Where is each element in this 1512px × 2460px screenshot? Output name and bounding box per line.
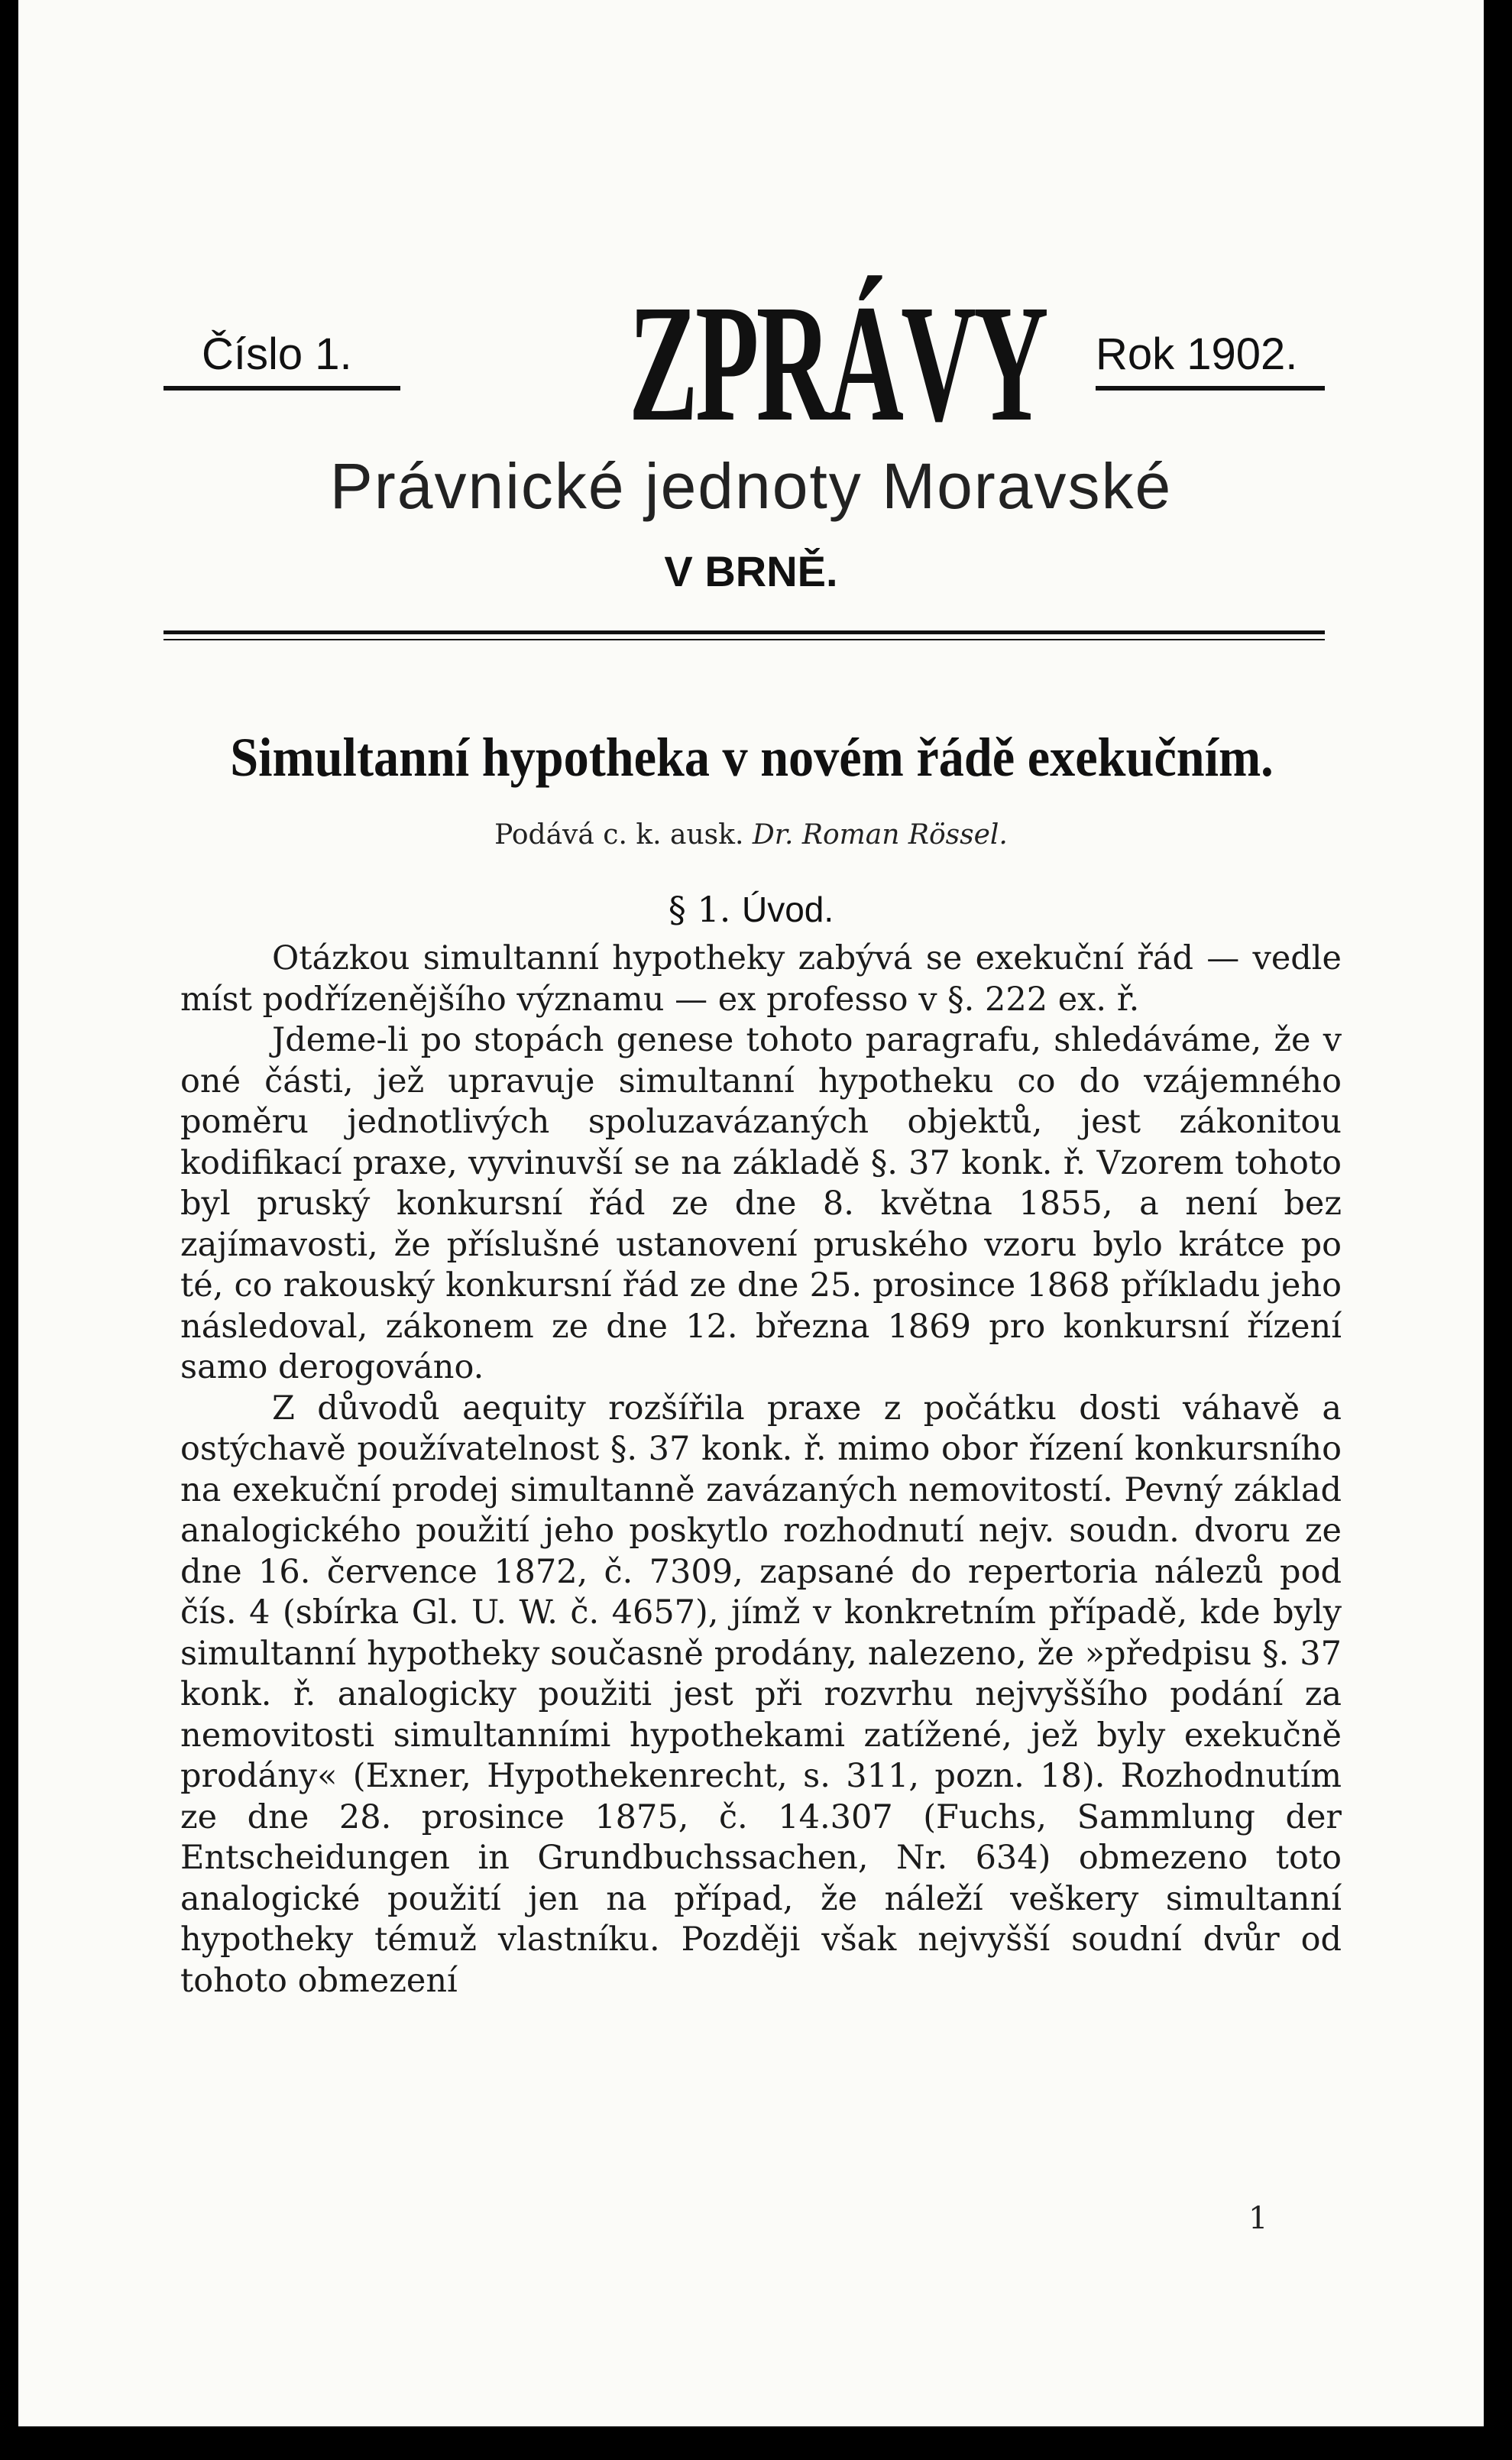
journal-subtitle: Právnické jednoty Moravské bbox=[329, 450, 1173, 522]
byline-author: Dr. Roman Rössel. bbox=[752, 819, 1008, 851]
section-mark: § 1. bbox=[668, 889, 731, 930]
paragraph: Jdeme-li po stopách genese tohoto paragrafu, shledáváme, že v oné části, jež upravuje simultanní hypotheku co do vzájemného poměru jednotlivých spoluzavázaných objektů, jest zákonitou kodifikací praxe, vyvinuvší se na základě §. 37 konk. ř. Vzorem tohoto byl pruský konkursní řád ze dne 8. května 1855, a není bez zajímavosti, že příslušné ustanovení pruského vzoru bylo krátce po té, co rakouský konkursní řád ze dne 25. prosince 1868 příkladu jeho následoval, zákonem ze dne 12. března 1869 pro konkursní řízení samo derogováno. bbox=[180, 1021, 1342, 1386]
issue-number: Číslo 1. bbox=[202, 329, 352, 379]
journal-title: ZPRÁVY bbox=[628, 270, 1046, 456]
section-heading bbox=[18, 889, 1484, 930]
issue-underline bbox=[164, 386, 400, 391]
paragraph: Otázkou simultanní hypotheky zabývá se exekuční řád — vedle míst podřízenějšího významu — ex professo v §. 222 ex. ř. bbox=[180, 939, 1342, 1019]
page-number: 1 bbox=[1248, 2201, 1268, 2236]
article-title: Simultanní hypotheka v novém řádě exekučním. bbox=[230, 727, 1274, 788]
byline-prefix: Podává c. k. ausk. bbox=[494, 819, 744, 851]
article-body bbox=[180, 938, 1342, 2001]
issue-year: Rok 1902. bbox=[1096, 329, 1298, 379]
masthead bbox=[18, 270, 1484, 456]
document-page bbox=[18, 0, 1484, 2426]
masthead-rule-thin bbox=[164, 639, 1325, 640]
section-name: Úvod. bbox=[741, 890, 834, 929]
year-underline bbox=[1096, 386, 1325, 391]
paragraph: Z důvodů aequity rozšířila praxe z počátku dosti váhavě a ostýchavě používatelnost §. 37 konk. ř. mimo obor řízení konkursního na exekuční prodej simultanně zavázaných nemovitostí. Pevný základ analogického použití jeho poskytlo rozhodnutí nejv. soudn. dvoru ze dne 16. července 1872, č. 7309, zapsané do repertoria nálezů pod čís. 4 (sbírka Gl. U. W. č. 4657), jímž v konkretním případě, kde byly simultanní hypotheky současně prodány, nalezeno, že »předpisu §. 37 konk. ř. analogicky použiti jest při rozvrhu nejvyššího podání za nemovitosti simultanními hypothekami zatížené, jež byly exekučně prodány« (Exner, Hypothekenrecht, s. 311, pozn. 18). Rozhodnutím ze dne 28. prosince 1875, č. 14.307 (Fuchs, Sammlung der Entscheidungen in Grundbuchssachen, Nr. 634) obmezeno toto analogické použití jen na případ, že náleží veškery simultanní hypotheky témuž vlastníku. Později však nejvyšší soudní dvůr od tohoto obmezení bbox=[180, 1389, 1342, 2000]
article-byline bbox=[18, 819, 1484, 851]
journal-city: V BRNĚ. bbox=[664, 547, 838, 595]
masthead-rule-thick bbox=[164, 630, 1325, 634]
